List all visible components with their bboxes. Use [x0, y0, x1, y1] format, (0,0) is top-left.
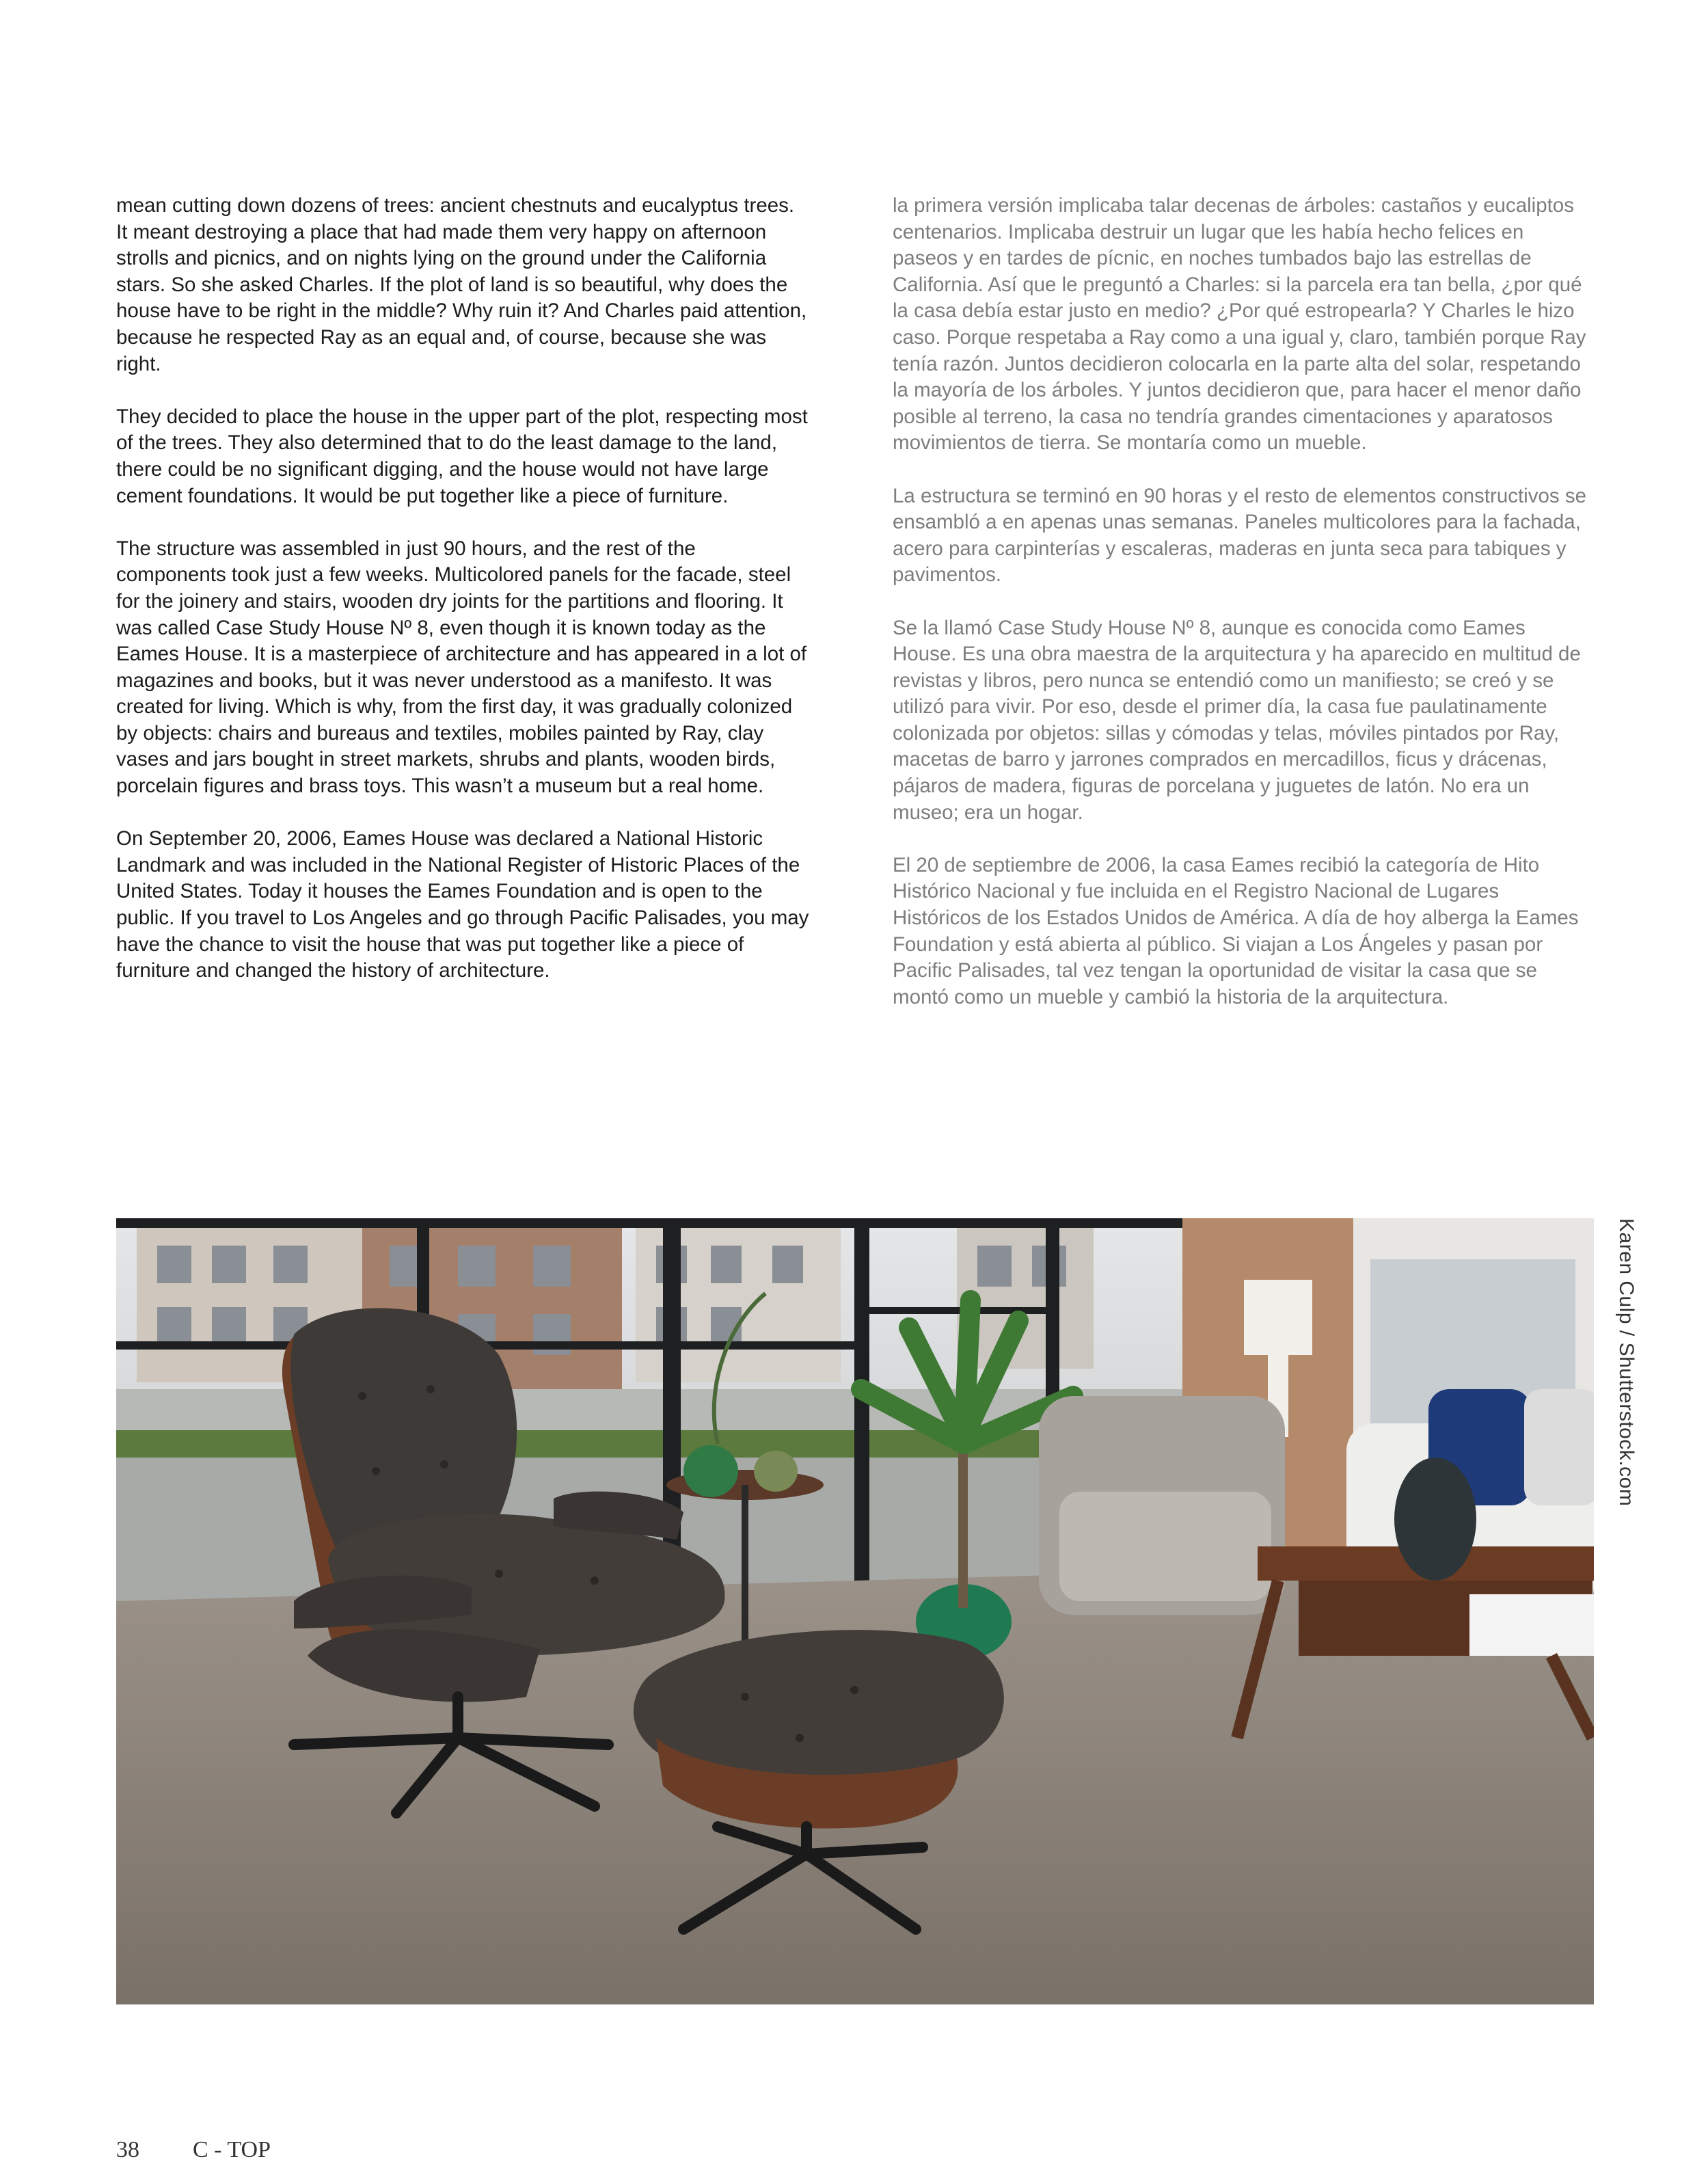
spanish-column — [893, 193, 1586, 1037]
spanish-paragraph-3: Se la llamó Case Study House Nº 8, aunque es conocida como Eames House. Es una obra maestra de la arquitectura y ha aparecido en multitud de revistas y libros, pero nunca se entendió como un manifiesto; se creó y se utilizó para vivir. Por eso, desde el primer día, la casa fue paulatinamente colonizada por objetos: sillas y cómodas y telas, móviles pintados por Ray, macetas de barro y jarrones comprados en mercadillos, ficus y drácenas, pájaros de madera, figuras de porcelana y juguetes de latón. No era un museo; era un hogar. — [893, 616, 1581, 824]
magazine-name: C - TOP — [193, 2137, 271, 2162]
lounge-chair-illustration — [116, 1218, 1594, 2004]
photo-credit: Karen Culp / Shutterstock.com — [1615, 1218, 1638, 1507]
spanish-paragraph-4: El 20 de septiembre de 2006, la casa Eames recibió la categoría de Hito Histórico Nacional y fue incluida en el Registro Nacional de Lugares Históricos de los Estados Unidos de América. A día de hoy alberga la Eames Foundation y está abierta al público. Si viajan a Los Ángeles y pasan por Pacific Palisades, tal vez tengan la oportunidad de visitar la casa que se montó como un mueble y cambió la historia de la arquitectura. — [893, 853, 1579, 1008]
page-footer — [116, 2137, 271, 2163]
english-paragraph-3: The structure was assembled in just 90 hours, and the rest of the components took just a few weeks. Multicolored panels for the facade, steel for the joinery and stairs, wooden dry joints for the partitions and flooring. It was called Case Study House Nº 8, even though it is known today as the Eames House. It is a masterpiece of architecture and has appeared in a lot of magazines and books, but it was never understood as a manifesto. It was created for living. Which is why, from the first day, it was gradually colonized by objects: chairs and bureaus and textiles, mobiles painted by Ray, clay vases and jars bought in street markets, shrubs and plants, wooden birds, porcelain figures and brass toys. This wasn’t a museum but a real home. — [116, 537, 807, 798]
lounge-chair-photo — [116, 1218, 1594, 2004]
english-column — [116, 193, 810, 1010]
english-paragraph-4: On September 20, 2006, Eames House was declared a National Historic Landmark and was included in the National Register of Historic Places of the United States. Today it houses the Eames Foundation and is open to the public. If you travel to Los Angeles and go through Pacific Palisades, you may have the chance to visit the house that was put together like a piece of furniture and changed the history of architecture. — [116, 827, 809, 982]
spanish-paragraph-2: La estructura se terminó en 90 horas y el resto de elementos constructivos se ensambló a en apenas unas semanas. Paneles multicolores para la fachada, acero para carpinterías y escaleras, maderas en junta seca para tabiques y pavimentos. — [893, 484, 1586, 587]
english-paragraph-1: mean cutting down dozens of trees: ancient chestnuts and eucalyptus trees. It meant destroying a place that had made them very happy on afternoon strolls and picnics, and on nights lying on the ground under the California stars. So she asked Charles. If the plot of land is so beautiful, why does the house have to be right in the middle? Why ruin it? And Charles paid attention, because he respected Ray as an equal and, of course, because she was right. — [116, 194, 807, 375]
english-paragraph-2: They decided to place the house in the upper part of the plot, respecting most of the trees. They also determined that to do the least damage to the land, there could be no significant digging, and the house would not have large cement foundations. It would be put together like a piece of furniture. — [116, 405, 808, 507]
page-number: 38 — [116, 2137, 139, 2162]
spanish-paragraph-1: la primera versión implicaba talar decenas de árboles: castaños y eucaliptos centenarios. Implicaba destruir un lugar que les había hecho felices en paseos y en tardes de pícnic, en noches tumbados bajo las estrellas de California. Así que le preguntó a Charles: si la parcela era tan bella, ¿por qué la casa debía estar justo en medio? ¿Por qué estropearla? Y Charles le hizo caso. Porque respetaba a Ray como a una igual y, claro, también porque Ray tenía razón. Juntos decidieron colocarla en la parte alta del solar, respetando la mayoría de los árboles. Y juntos decidieron que, para hacer el menor daño posible al terreno, la casa no tendría grandes cimentaciones y aparatosos movimientos de tierra. Se montaría como un mueble. — [893, 194, 1586, 455]
